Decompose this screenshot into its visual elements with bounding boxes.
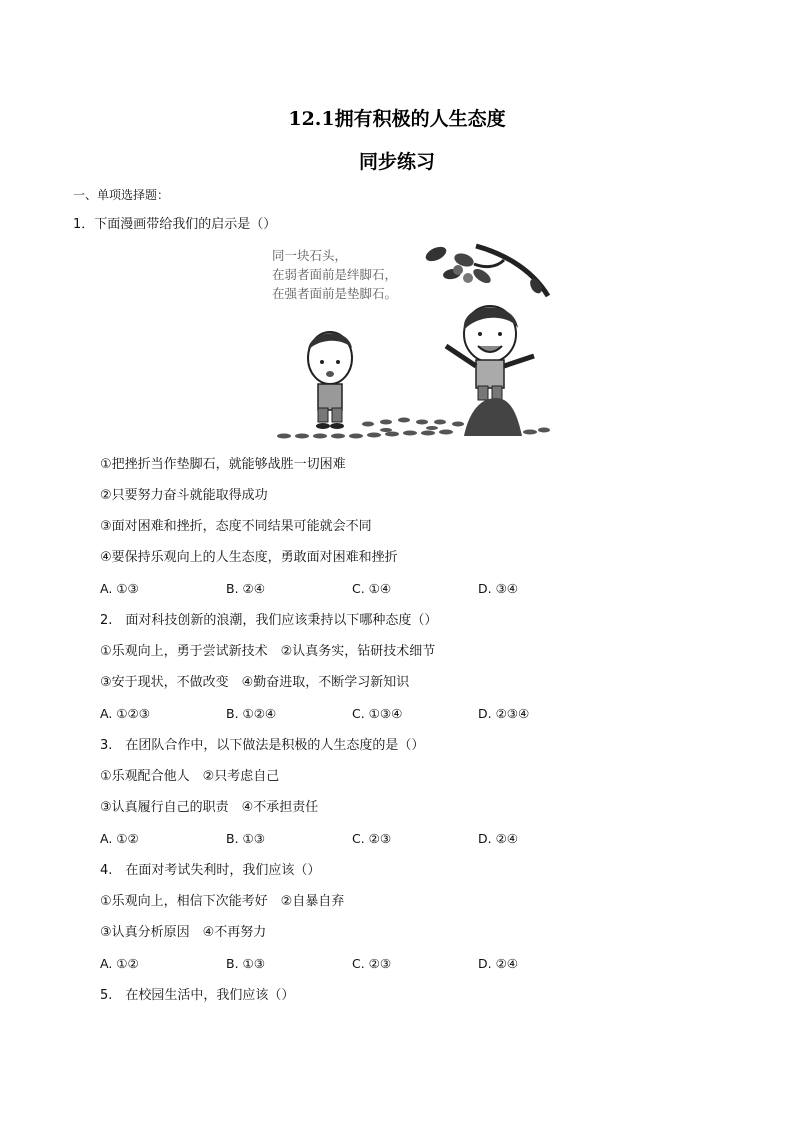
q4-option-c: C. ②③ [352,956,392,971]
q3-option-c: C. ②③ [352,831,392,846]
q3-option-d: D. ②④ [478,831,518,846]
q4-option-a: A. ①② [100,956,139,971]
q2-option-d: D. ②③④ [478,706,530,721]
document-title: 12.1拥有积极的人生态度 [288,108,506,130]
q3-option-a: A. ①② [100,831,139,846]
sad-boy-figure [308,332,352,429]
q3-statement-2: ③认真履行自己的职责 ④不承担责任 [100,800,319,815]
q2-option-c: C. ①③④ [352,706,403,721]
q2-statement-2: ③安于现状，不做改变 ④勤奋进取，不断学习新知识 [100,675,410,690]
question-1-stem: 1．下面漫画带给我们的启示是（） [73,217,277,232]
q1-option-a: A. ①③ [100,581,139,596]
question-5-stem: 5. 在校园生活中，我们应该（） [100,988,295,1003]
q1-statement-1: ①把挫折当作垫脚石，就能够战胜一切困难 [100,457,346,472]
question-4-stem: 4. 在面对考试失利时，我们应该（） [100,863,321,878]
q2-option-a: A. ①②③ [100,706,150,721]
q4-option-d: D. ②④ [478,956,518,971]
q1-option-c: C. ①④ [352,581,392,596]
comic-caption [272,246,397,303]
document-subtitle: 同步练习 [358,151,435,173]
q1-statement-2: ②只要努力奋斗就能取得成功 [100,488,268,503]
q4-option-b: B. ①③ [226,956,265,971]
q2-statement-1: ①乐观向上，勇于尝试新技术 ②认真务实，钻研技术细节 [100,644,436,659]
question-3-stem: 3. 在团队合作中，以下做法是积极的人生态度的是（） [100,738,425,753]
q4-statement-1: ①乐观向上，相信下次能考好 ②自暴自弃 [100,894,345,909]
happy-boy-figure [446,306,534,400]
comic-caption-line: 在强者面前是垫脚石。 [272,286,398,301]
q3-option-b: B. ①③ [226,831,265,846]
q1-statement-4: ④要保持乐观向上的人生态度，勇敢面对困难和挫折 [100,550,398,565]
question-2-stem: 2. 面对科技创新的浪潮，我们应该秉持以下哪种态度（） [100,613,438,628]
q1-option-d: D. ③④ [478,581,518,596]
q3-statement-1: ①乐观配合他人 ②只考虑自己 [100,769,280,784]
q1-option-b: B. ②④ [226,581,265,596]
q2-option-b: B. ①②④ [226,706,277,721]
section-heading: 一、单项选择题： [73,188,170,202]
comic-caption-line: 在弱者面前是绊脚石， [272,267,398,282]
q1-statement-3: ③面对困难和挫折，态度不同结果可能就会不同 [100,519,372,534]
q4-statement-2: ③认真分析原因 ④不再努力 [100,925,267,940]
comic-caption-line: 同一块石头， [272,248,348,263]
